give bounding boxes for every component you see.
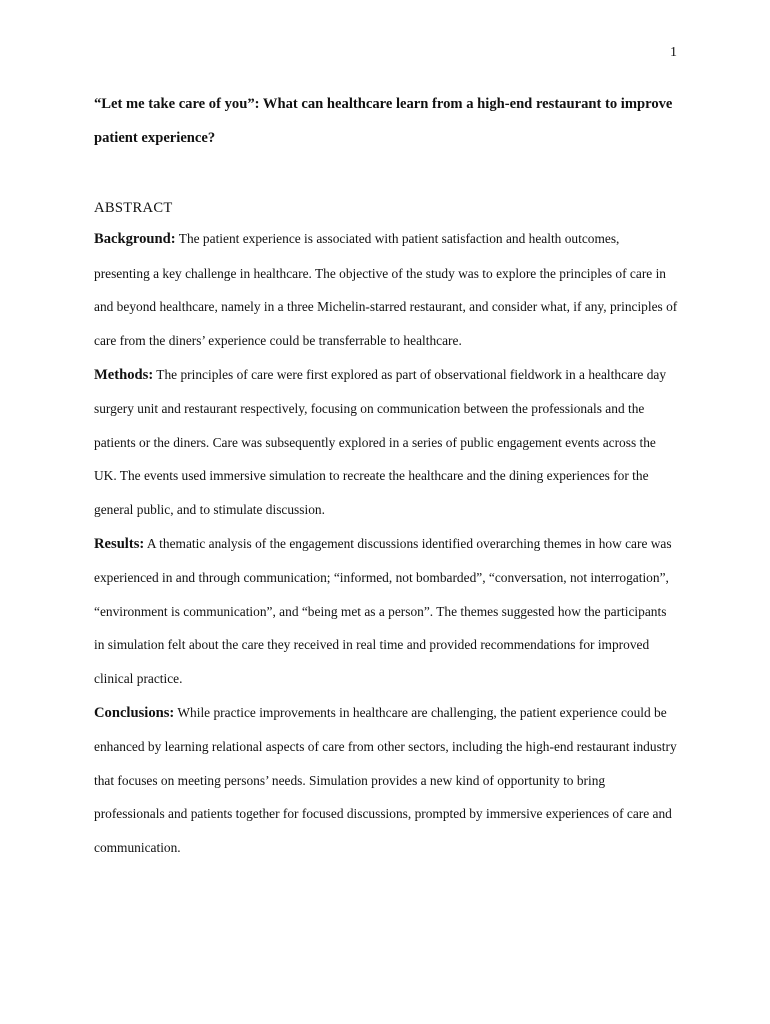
abstract-background [94,222,678,357]
abstract-results [94,527,678,696]
results-label: Results: [94,535,145,552]
methods-label: Methods: [94,366,154,383]
background-label: Background: [94,231,176,248]
abstract-heading: ABSTRACT [94,200,173,217]
page-number: 1 [670,45,677,60]
paper-content [94,88,678,864]
background-text: The patient experience is associated with patient satisfaction and health outcomes, presenting a key challenge in healthcare. The objective of the study was to explore the principles of care in and beyond healthcare, namely in a three Michelin-starred restaurant, and consider what, if any, principles of care from the diners’ experience could be transferrable to healthcare. [94,231,678,348]
results-text: A thematic analysis of the engagement discussions identified overarching themes in how care was experienced in and through communication; “informed, not bombarded”, “conversation, not interrogation”, “environment is communication”, and “being met as a person”. The themes suggested how the participants in simulation felt about the care they received in real time and provided recommendations for improved clinical practice. [94,535,672,686]
conclusions-label: Conclusions: [94,704,175,721]
abstract-methods [94,358,678,527]
conclusions-text: While practice improvements in healthcare are challenging, the patient experience could be enhanced by learning relational aspects of care from other sectors, including the high-end restaurant industry that focuses on meeting persons’ needs. Simulation provides a new kind of opportunity to bring professionals and patients together for focused discussions, prompted by immersive experiences of care and communication. [94,704,677,855]
methods-text: The principles of care were first explored as part of observational fieldwork in a healthcare day surgery unit and restaurant respectively, focusing on communication between the professionals and the patients or the diners. Care was subsequently explored in a series of public engagement events across the UK. The events used immersive simulation to recreate the healthcare and the dining experiences for the general public, and to stimulate discussion. [94,366,667,517]
paper-title: “Let me take care of you”: What can healthcare learn from a high-end restaurant to improve patient experience? [94,96,673,146]
abstract-conclusions [94,696,678,865]
